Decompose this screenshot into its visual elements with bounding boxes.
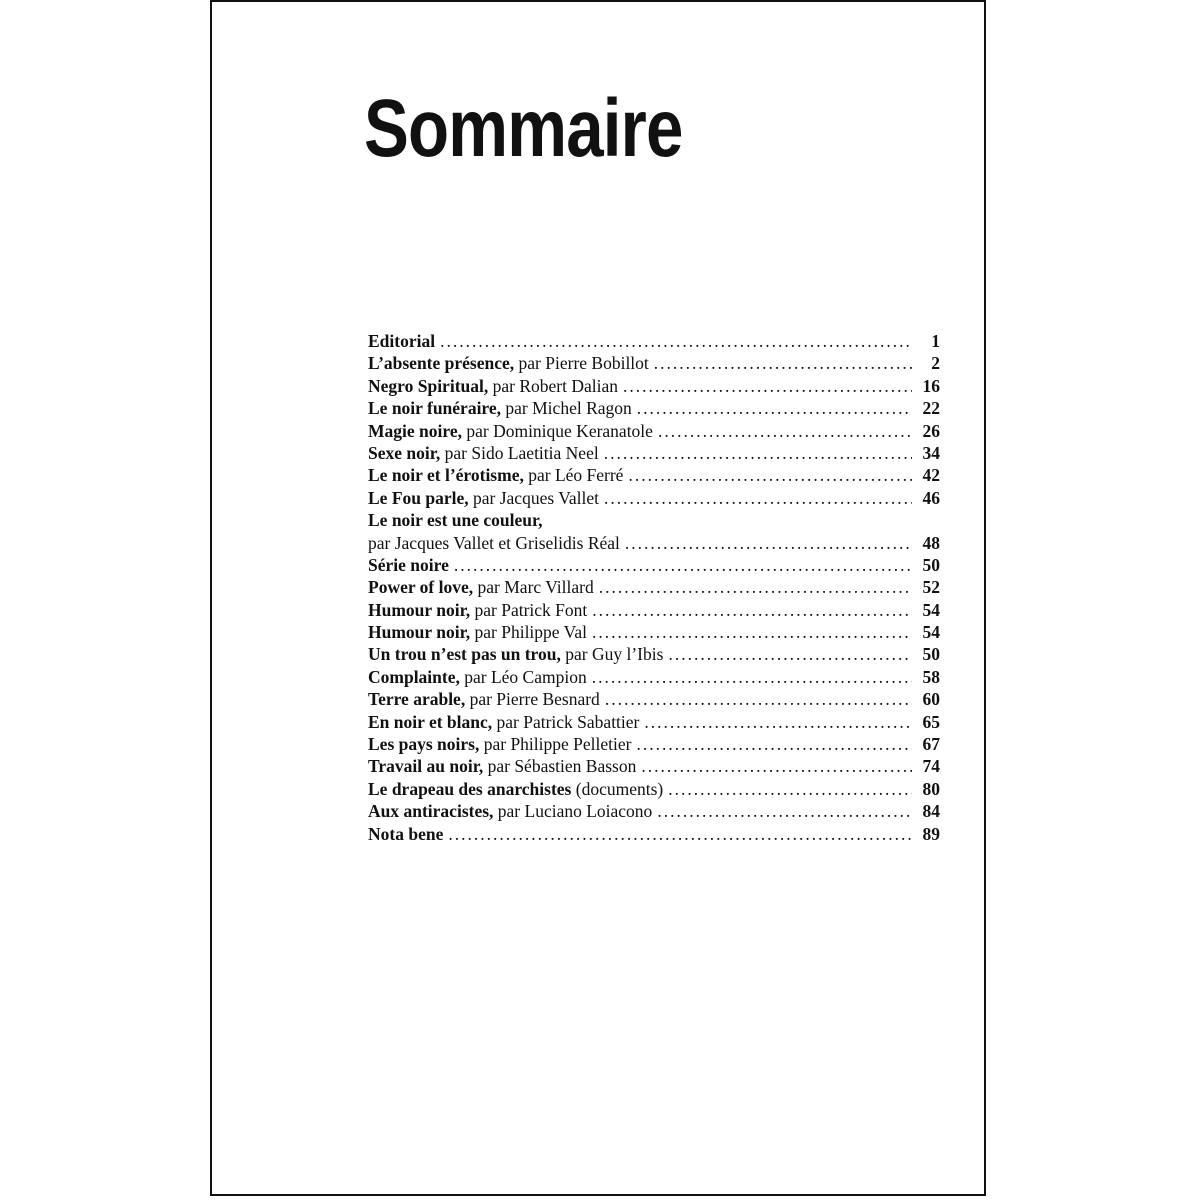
toc-page-number: 34 <box>922 442 940 463</box>
toc-page-number: 16 <box>922 375 940 396</box>
toc-dot-leader <box>592 666 912 688</box>
toc-page-number: 50 <box>922 644 940 665</box>
toc-entry-text <box>368 621 587 643</box>
toc-entry-author: par Philippe Val <box>470 622 587 643</box>
toc-dot-leader <box>668 643 912 665</box>
toc-entry-text <box>368 330 435 352</box>
toc-entry <box>368 397 940 419</box>
toc-entry-title: Le drapeau des anarchistes <box>368 778 572 799</box>
toc-entry-title: Un trou n’est pas un trou, <box>368 644 561 665</box>
toc-entry-author: par Philippe Pelletier <box>479 734 632 755</box>
toc-entry-author: (documents) <box>571 778 664 799</box>
toc-entry-author: par Sébastien Basson <box>483 756 637 777</box>
toc-entry-title: Magie noire, <box>368 420 462 441</box>
toc-entry-author: par Sido Laetitia Neel <box>440 442 599 463</box>
toc-entry <box>368 420 940 442</box>
toc-entry <box>368 778 940 800</box>
toc-entry-text <box>368 397 632 419</box>
toc-entry <box>368 643 940 665</box>
toc-entry-title: Complainte, <box>368 666 460 687</box>
toc-entry <box>368 532 940 554</box>
toc-dot-leader <box>654 352 912 374</box>
toc-entry-text <box>368 800 652 822</box>
toc-entry-title: Terre arable, <box>368 689 466 710</box>
toc-page-number: 84 <box>922 801 940 822</box>
toc-entry <box>368 352 940 374</box>
toc-entry <box>368 688 940 710</box>
toc-entry-author: par Michel Ragon <box>501 398 632 419</box>
toc-entry-title: Série noire <box>368 554 449 575</box>
toc-page-number: 2 <box>931 353 940 374</box>
toc-dot-leader <box>599 576 912 598</box>
toc-dot-leader <box>628 464 912 486</box>
toc-page-number: 26 <box>922 420 940 441</box>
toc-entry-title: Le noir est une couleur, <box>368 510 543 531</box>
toc-entry-title: Sexe noir, <box>368 442 441 463</box>
page-title: Sommaire <box>364 83 683 174</box>
toc-dot-leader <box>454 554 912 576</box>
toc-page-number: 1 <box>931 331 940 351</box>
toc-page-number: 48 <box>922 532 940 553</box>
toc-entry-author: par Guy l’Ibis <box>560 644 664 665</box>
toc-entry-title: Le noir funéraire, <box>368 398 502 419</box>
toc-dot-leader <box>440 330 912 352</box>
toc-entry-author: par Patrick Sabattier <box>492 711 640 732</box>
toc-entry-title: Les pays noirs, <box>368 734 480 755</box>
toc-page-number: 65 <box>922 711 940 732</box>
toc-page-number: 60 <box>922 689 940 710</box>
toc-page-number: 54 <box>922 622 940 643</box>
toc-entry <box>368 621 940 643</box>
toc-entry <box>368 464 940 486</box>
toc-entry-title: Travail au noir, <box>368 756 484 777</box>
toc-entry-author: par Marc Villard <box>473 577 594 598</box>
toc-page-number: 22 <box>922 398 940 419</box>
toc-entry-text <box>368 509 543 531</box>
toc-entry-text <box>368 666 587 688</box>
toc-page-number: 80 <box>922 778 940 799</box>
toc-page-number: 89 <box>922 823 940 844</box>
toc-entry-text <box>368 420 653 442</box>
toc-entry-text <box>368 464 623 486</box>
toc-entry <box>368 509 940 531</box>
toc-dot-leader <box>658 420 912 442</box>
toc-entry <box>368 576 940 598</box>
toc-dot-leader <box>641 755 912 777</box>
toc-page-number: 74 <box>922 756 940 777</box>
toc-entry-text <box>368 755 636 777</box>
toc-entry-title: Negro Spiritual, <box>368 375 489 396</box>
toc-entry-title: Humour noir, <box>368 622 471 643</box>
toc-entry-text <box>368 733 631 755</box>
toc-page-number: 54 <box>922 599 940 620</box>
toc-entry-text <box>368 576 594 598</box>
toc-entry <box>368 823 940 845</box>
toc-dot-leader <box>592 621 912 643</box>
toc-entry <box>368 554 940 576</box>
toc-entry-author: par Léo Campion <box>459 666 587 687</box>
toc-entry-title: Aux antiracistes, <box>368 801 494 822</box>
toc-entry <box>368 755 940 777</box>
toc-entry <box>368 733 940 755</box>
toc-dot-leader <box>623 375 912 397</box>
toc-page-number: 67 <box>922 734 940 755</box>
toc-dot-leader <box>604 442 912 464</box>
toc-entry-text <box>368 554 449 576</box>
toc-entry-title: L’absente présence, <box>368 353 515 374</box>
toc-entry-author: par Jacques Vallet et Griselidis Réal <box>368 532 620 553</box>
toc-page-number: 58 <box>922 666 940 687</box>
toc-entry-author: par Dominique Keranatole <box>461 420 653 441</box>
toc-entry <box>368 375 940 397</box>
toc-entry-title: Humour noir, <box>368 599 471 620</box>
toc-dot-leader <box>644 711 912 733</box>
toc-page-number: 42 <box>922 465 940 486</box>
toc-entry-text <box>368 823 443 845</box>
toc-entry-title: Power of love, <box>368 577 474 598</box>
toc-entry <box>368 599 940 621</box>
toc-entry-text <box>368 711 639 733</box>
toc-entry <box>368 800 940 822</box>
toc-entry <box>368 487 940 509</box>
toc-page-number: 50 <box>922 554 940 575</box>
toc-dot-leader <box>636 733 912 755</box>
toc-entry-author: par Léo Ferré <box>523 465 624 486</box>
toc-entry-text <box>368 375 618 397</box>
toc-entry-text <box>368 688 600 710</box>
table-of-contents <box>368 330 940 845</box>
toc-entry-text <box>368 778 663 800</box>
toc-dot-leader <box>605 688 912 710</box>
toc-entry <box>368 442 940 464</box>
toc-entry-text <box>368 532 620 554</box>
toc-entry-title: Nota bene <box>368 823 444 844</box>
toc-dot-leader <box>625 532 912 554</box>
toc-dot-leader <box>637 397 912 419</box>
toc-entry-title: Editorial <box>368 331 436 351</box>
toc-entry-title: Le Fou parle, <box>368 487 469 508</box>
toc-entry-text <box>368 442 599 464</box>
toc-entry-title: Le noir et l’érotisme, <box>368 465 524 486</box>
toc-dot-leader <box>668 778 912 800</box>
toc-entry-author: par Pierre Bobillot <box>514 353 649 374</box>
toc-entry-text <box>368 487 599 509</box>
toc-page-number: 52 <box>922 577 940 598</box>
toc-entry-author: par Jacques Vallet <box>468 487 600 508</box>
toc-dot-leader <box>657 800 912 822</box>
toc-dot-leader <box>448 823 912 845</box>
toc-entry-author: par Pierre Besnard <box>465 689 600 710</box>
toc-entry-text <box>368 643 663 665</box>
toc-entry <box>368 666 940 688</box>
toc-entry-text <box>368 352 649 374</box>
toc-entry-title: En noir et blanc, <box>368 711 493 732</box>
toc-page-number: 46 <box>922 487 940 508</box>
toc-dot-leader <box>604 487 912 509</box>
toc-dot-leader <box>592 599 912 621</box>
toc-entry-author: par Robert Dalian <box>488 375 618 396</box>
toc-entry <box>368 711 940 733</box>
toc-entry-text <box>368 599 587 621</box>
toc-entry <box>368 330 940 352</box>
toc-entry-author: par Patrick Font <box>470 599 588 620</box>
toc-entry-author: par Luciano Loiacono <box>493 801 653 822</box>
